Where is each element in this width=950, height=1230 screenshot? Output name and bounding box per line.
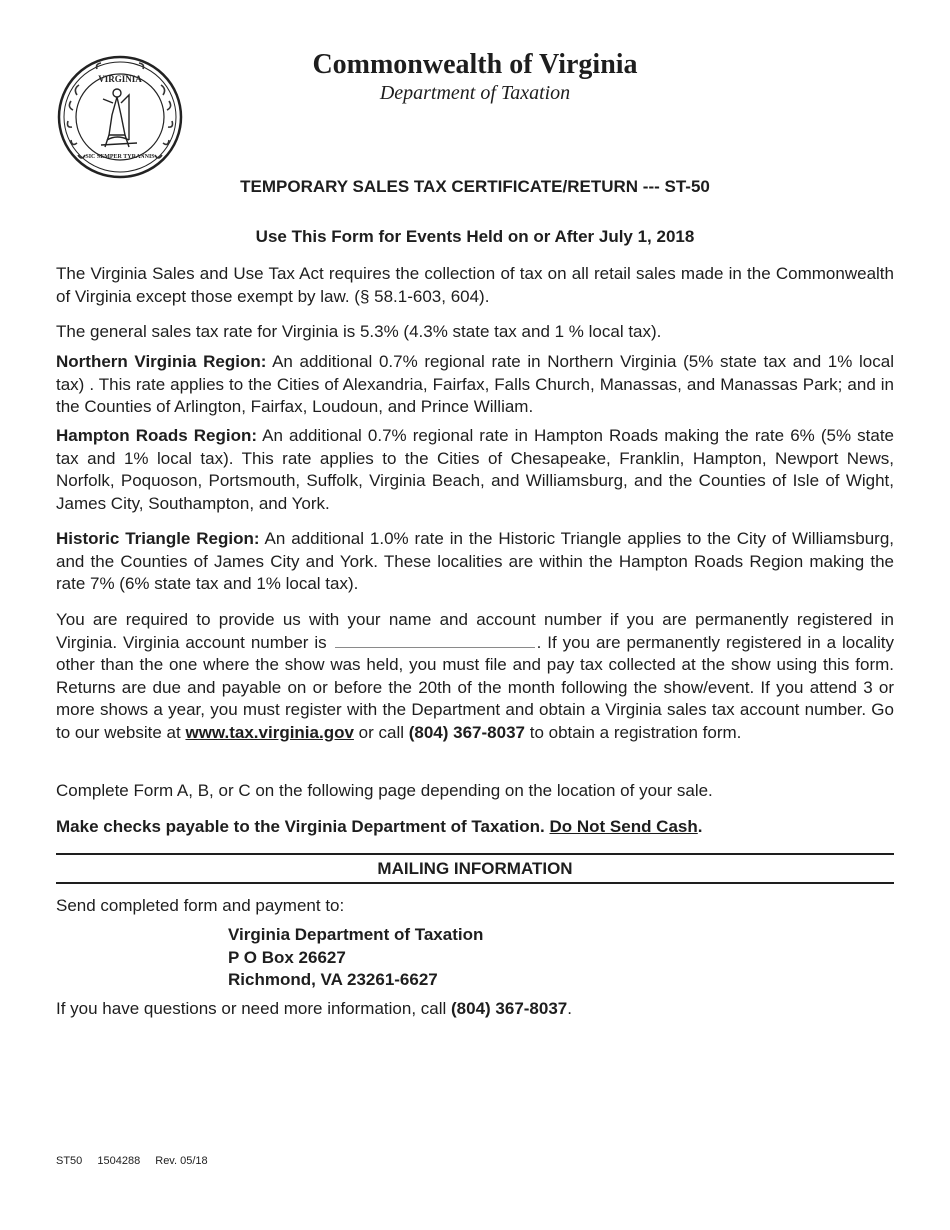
mailing-address — [228, 924, 483, 992]
registration-text-2: . If you are permanently registered in a locality other than the one where the show was held, you must file and pay tax collected at the show using this form. Returns are due and payable on or before the 20th of the month following the show/event. If you attend 3 or more shows a year, you must register with the Department and obtain a Virginia sales tax account number. Go to our website at — [56, 632, 894, 742]
svg-text:SIC SEMPER TYRANNIS: SIC SEMPER TYRANNIS — [85, 154, 155, 160]
send-to-text: Send completed form and payment to: — [56, 896, 345, 915]
registration-text-1: You are required to provide us with your name and account number if you are permanently registered in Virginia. Virginia account number is — [56, 610, 894, 652]
hampton-roads-text: An additional 0.7% regional rate in Hampton Roads making the rate 6% (5% state tax and 1% local tax). This rate applies to the Cities of Chesapeake, Franklin, Hampton, Newport News, Norfolk, Poquoson, Portsmouth, Suffolk, Virginia Beach, and Williamsburg, and the Counties of Isle of Wight, James City, Southampton, and York. — [56, 426, 894, 513]
questions-paragraph — [56, 998, 894, 1021]
northern-virginia-text: An additional 0.7% regional rate in Northern Virginia (5% state tax and 1% local tax) . This rate applies to the Cities of Alexandria, Fairfax, Falls Church, Manassas, and Manassas Park; and in the Counties of Arlington, Fairfax, Loudoun, and Prince William. — [56, 352, 894, 416]
questions-phone: (804) 367-8037 — [451, 999, 568, 1018]
registration-paragraph — [56, 609, 894, 744]
questions-end: . — [567, 999, 572, 1018]
mailing-heading: MAILING INFORMATION — [377, 859, 573, 878]
svg-text:VIRGINIA: VIRGINIA — [98, 74, 142, 84]
registration-phone: (804) 367-8037 — [408, 722, 525, 742]
org-name: Commonwealth of Virginia — [312, 49, 638, 80]
form-subtitle: Use This Form for Events Held on or After July 1, 2018 — [255, 227, 695, 246]
hampton-roads-label: Hampton Roads Region: — [56, 426, 258, 445]
address-line: Richmond, VA 23261-6627 — [228, 970, 438, 989]
website-link[interactable]: www.tax.virginia.gov — [185, 722, 354, 742]
complete-form-paragraph: Complete Form A, B, or C on the following page depending on the location of your sale. — [56, 781, 713, 800]
mailing-bottom-rule — [56, 882, 894, 884]
northern-virginia-label: Northern Virginia Region: — [56, 352, 267, 371]
checks-text: Make checks payable to the Virginia Department of Taxation. — [56, 817, 550, 836]
footer-form-code: ST50 — [56, 1155, 83, 1167]
account-number-field[interactable] — [335, 633, 535, 648]
general-rate-paragraph: The general sales tax rate for Virginia is 5.3% (4.3% state tax and 1 % local tax). — [56, 322, 662, 341]
northern-virginia-paragraph — [56, 351, 894, 419]
registration-text-3: or call — [353, 722, 409, 742]
registration-text-4: to obtain a registration form. — [525, 722, 742, 742]
department-name: Department of Taxation — [379, 82, 571, 104]
checks-paragraph — [56, 816, 894, 839]
footer — [56, 1155, 220, 1167]
address-line: Virginia Department of Taxation — [228, 925, 484, 944]
no-cash-text: Do Not Send Cash — [549, 817, 698, 836]
intro-paragraph: The Virginia Sales and Use Tax Act requires the collection of tax on all retail sales made in the Commonwealth of Virginia except those exempt by law. (§ 58.1-603, 604). — [56, 264, 894, 306]
form-title: TEMPORARY SALES TAX CERTIFICATE/RETURN --- ST-50 — [240, 177, 710, 196]
historic-triangle-label: Historic Triangle Region: — [56, 529, 260, 548]
mailing-top-rule — [56, 853, 894, 855]
historic-triangle-paragraph — [56, 528, 894, 596]
historic-triangle-text: An additional 1.0% rate in the Historic Triangle applies to the City of Williamsburg, and the Counties of James City and York. These localities are within the Hampton Roads Region making the rate 7% (6% state tax and 1% local tax). — [56, 529, 895, 593]
checks-end: . — [697, 817, 703, 836]
footer-revision: Rev. 05/18 — [155, 1155, 208, 1167]
address-line: P O Box 26627 — [228, 947, 346, 967]
footer-form-number: 1504288 — [97, 1155, 141, 1167]
questions-text: If you have questions or need more information, call — [56, 999, 451, 1018]
hampton-roads-paragraph — [56, 425, 894, 515]
